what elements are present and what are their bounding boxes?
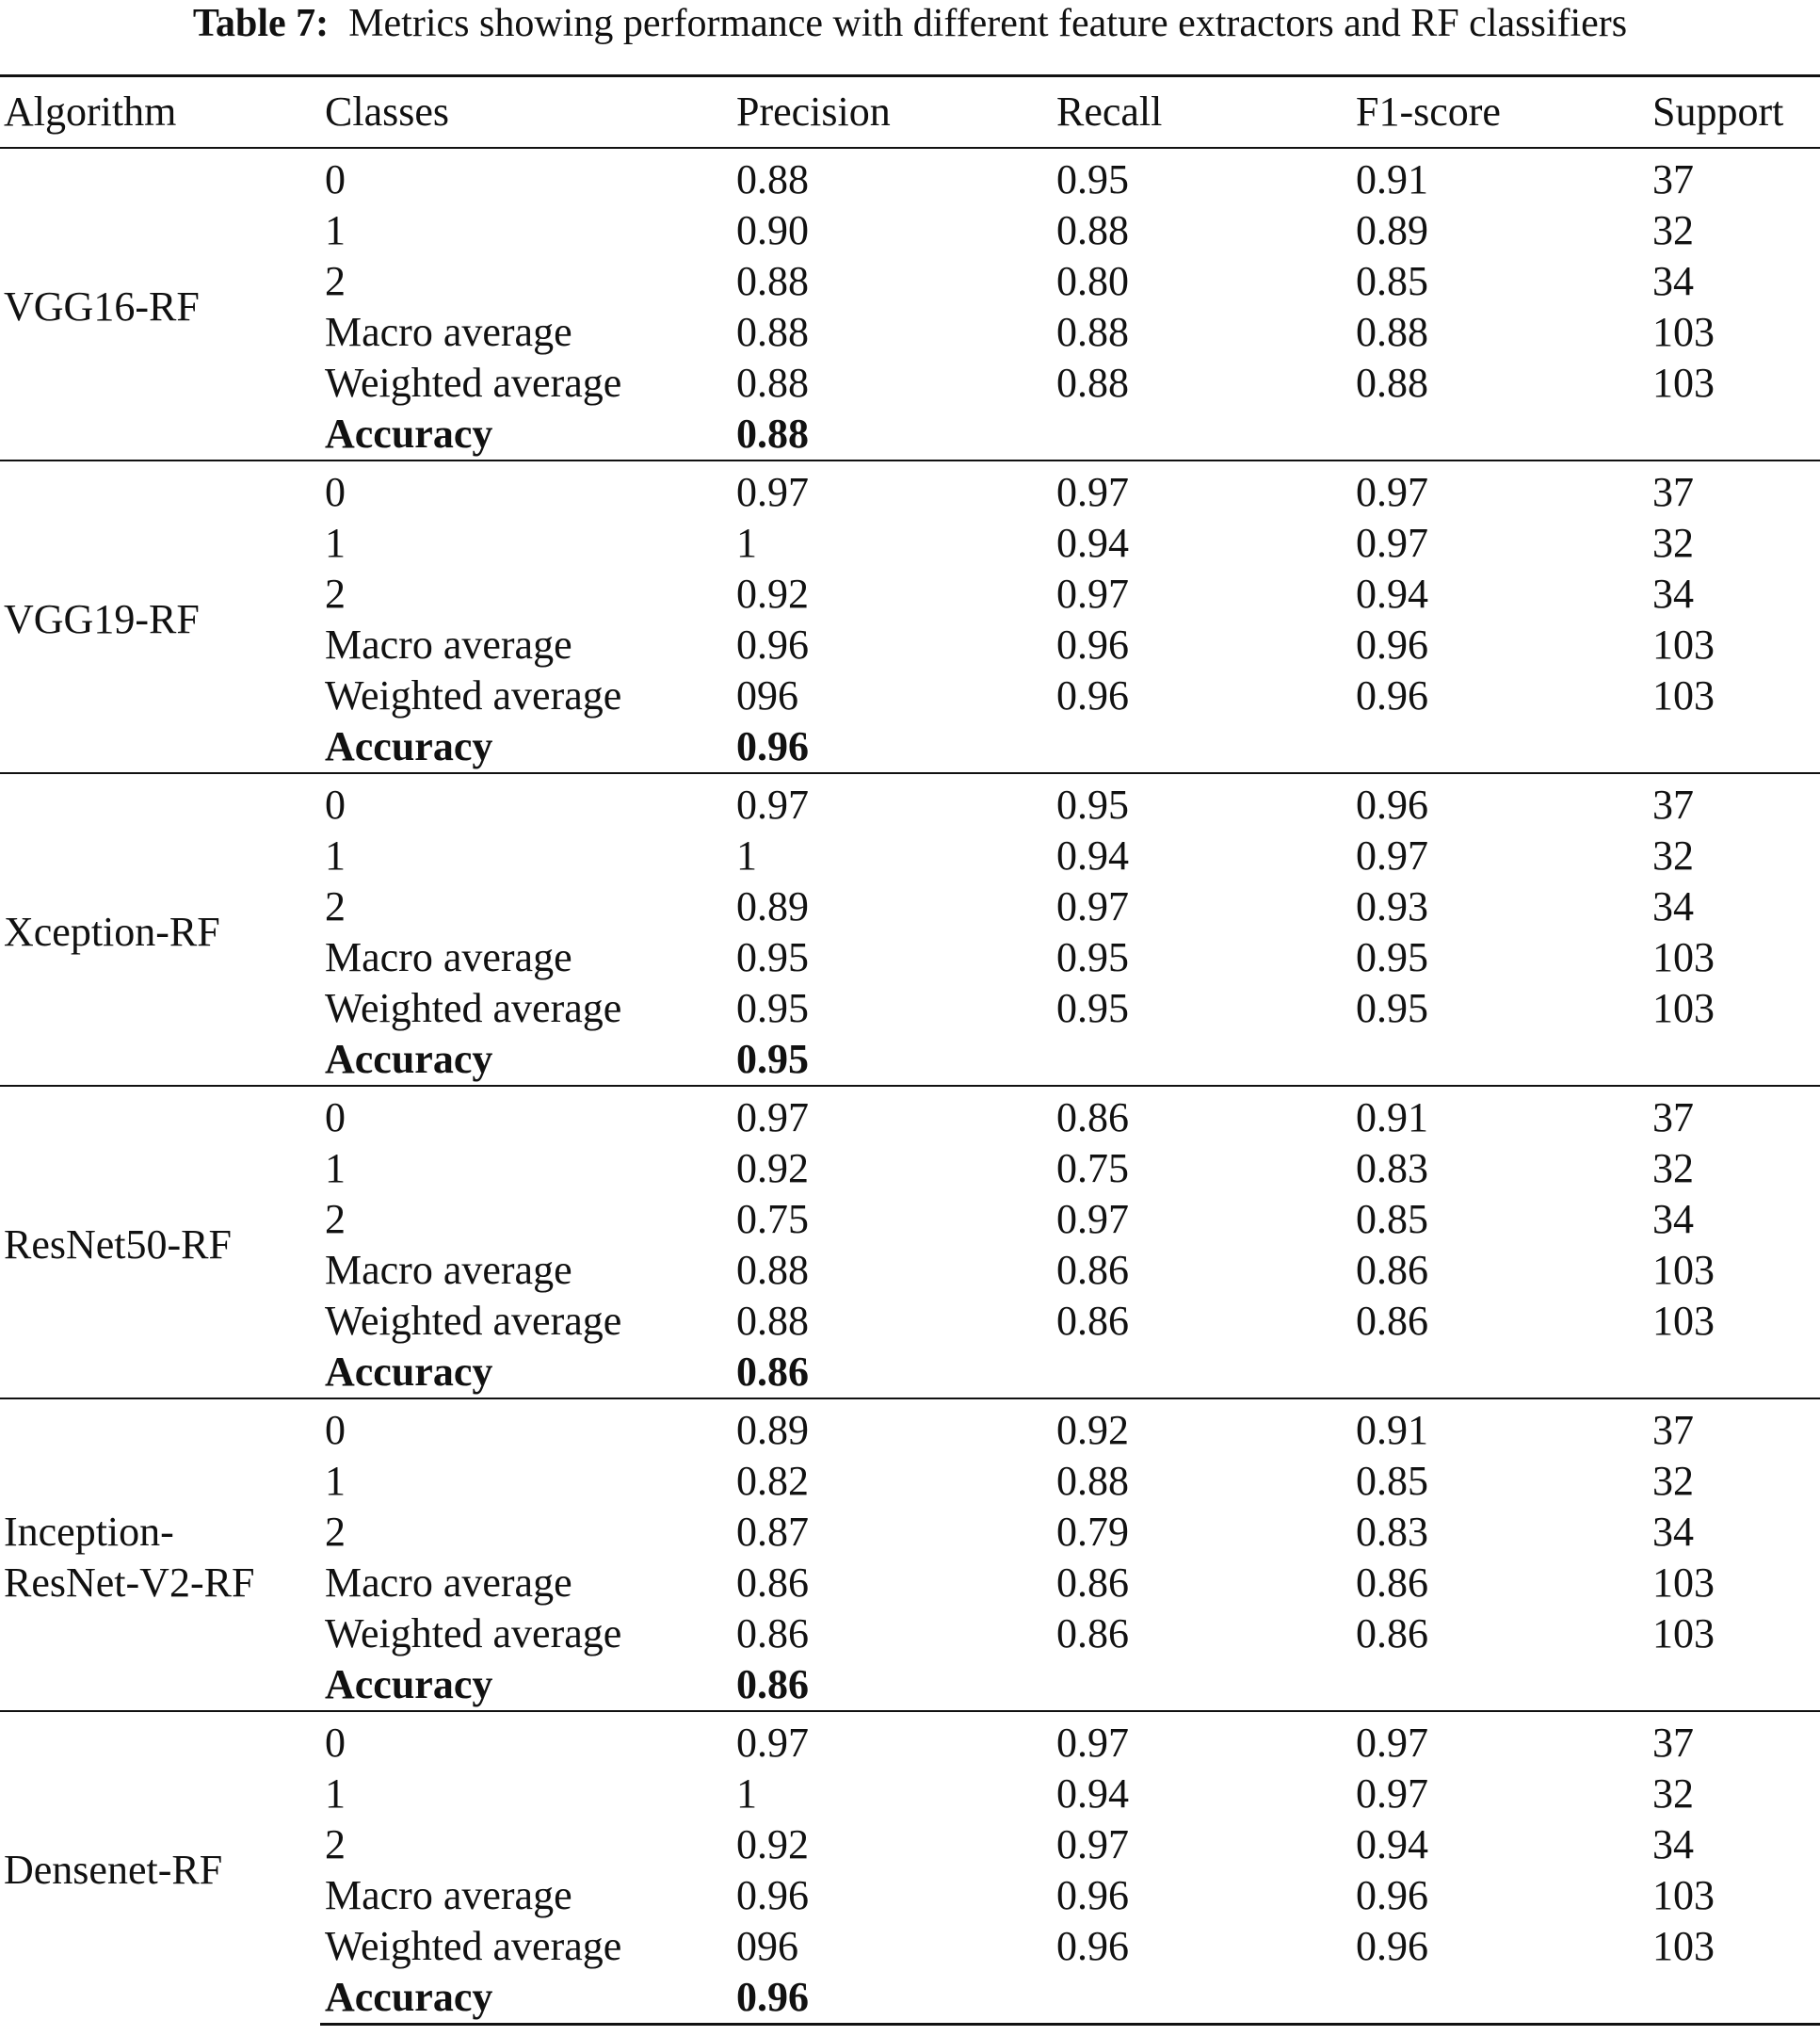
class-label: Weighted average (325, 1922, 622, 1969)
precision-value: 0.88 (736, 359, 809, 406)
class-label: Macro average (325, 1559, 572, 1606)
recall-value: 0.97 (1056, 1820, 1129, 1867)
empty-cell (1052, 409, 1351, 461)
recall-value: 0.96 (1056, 671, 1129, 719)
empty-cell (1351, 1972, 1648, 2025)
recall-value: 0.95 (1056, 933, 1129, 980)
empty-cell (1351, 1034, 1648, 1086)
class-label: 0 (320, 1398, 732, 1456)
f1-score-value: 0.96 (1356, 621, 1428, 668)
recall-value: 0.86 (1056, 1297, 1129, 1344)
recall-value: 0.86 (1056, 1559, 1129, 1606)
table-caption (0, 0, 1820, 47)
precision-value: 0.97 (732, 1711, 1052, 1769)
precision-value: 0.96 (736, 1871, 809, 1918)
precision-value: 0.92 (736, 1144, 809, 1191)
class-label: Weighted average (325, 1297, 622, 1344)
support-value: 37 (1648, 1086, 1820, 1143)
accuracy-value: 0.96 (732, 1972, 1052, 2025)
precision-value: 096 (736, 671, 798, 719)
f1-score-value: 0.88 (1356, 359, 1428, 406)
support-value: 37 (1652, 155, 1694, 202)
precision-value: 0.75 (736, 1195, 809, 1242)
recall-value: 0.95 (1056, 155, 1129, 202)
class-label: 2 (325, 257, 346, 304)
f1-score-value: 0.96 (1356, 1922, 1428, 1969)
support-value: 32 (1652, 1769, 1694, 1817)
table-row (0, 1398, 1820, 1456)
support-value: 103 (1652, 1922, 1715, 1969)
accuracy-value: 0.86 (736, 1660, 809, 1707)
empty-cell (1052, 1347, 1351, 1398)
recall-value: 0.97 (1052, 461, 1351, 518)
class-label: Weighted average (325, 671, 622, 719)
table-row (0, 1086, 1820, 1143)
f1-score-value: 0.97 (1351, 1711, 1648, 1769)
recall-value: 0.96 (1056, 1871, 1129, 1918)
recall-value: 0.86 (1052, 1086, 1351, 1143)
algorithm-group (0, 1398, 1820, 1711)
f1-score-value: 0.91 (1356, 155, 1428, 202)
support-value: 103 (1652, 308, 1715, 355)
recall-value: 0.75 (1056, 1144, 1129, 1191)
precision-value: 0.88 (736, 257, 809, 304)
recall-value: 0.95 (1052, 773, 1351, 831)
precision-value: 0.97 (732, 773, 1052, 831)
recall-value: 0.80 (1056, 257, 1129, 304)
f1-score-value: 0.91 (1351, 1086, 1648, 1143)
recall-value: 0.79 (1056, 1508, 1129, 1555)
precision-value: 0.95 (736, 933, 809, 980)
f1-score-value: 0.95 (1356, 933, 1428, 980)
empty-cell (1351, 409, 1648, 461)
empty-cell (1648, 1347, 1820, 1398)
support-value: 32 (1652, 519, 1694, 566)
f1-score-value: 0.85 (1356, 1195, 1428, 1242)
algorithm-name: VGG16-RF (4, 283, 200, 330)
algorithm-name: VGG19-RF (0, 461, 320, 773)
accuracy-label: Accuracy (325, 1660, 493, 1707)
support-value: 37 (1648, 1711, 1820, 1769)
support-value: 103 (1652, 1609, 1715, 1656)
support-value: 32 (1652, 206, 1694, 253)
f1-score-value: 0.85 (1356, 257, 1428, 304)
precision-value: 0.88 (736, 1297, 809, 1344)
precision-value: 1 (736, 832, 757, 879)
f1-score-value: 0.97 (1356, 832, 1428, 879)
class-label: 1 (325, 206, 346, 253)
header-row (0, 76, 1820, 148)
empty-cell (1351, 1347, 1648, 1398)
support-value: 37 (1648, 461, 1820, 518)
empty-cell (1648, 721, 1820, 773)
recall-value: 0.94 (1056, 1769, 1129, 1817)
empty-cell (1351, 721, 1648, 773)
accuracy-value: 0.86 (736, 1348, 809, 1395)
accuracy-label: Accuracy (325, 410, 493, 457)
class-label: Weighted average (325, 1609, 622, 1656)
empty-cell (1052, 1972, 1351, 2025)
f1-score-value: 0.83 (1356, 1144, 1428, 1191)
precision-value: 0.95 (736, 984, 809, 1031)
f1-score-value: 0.96 (1351, 773, 1648, 831)
algorithm-name (0, 1398, 320, 1711)
support-value: 32 (1652, 1144, 1694, 1191)
recall-value: 0.96 (1056, 1922, 1129, 1969)
support-value: 103 (1652, 621, 1715, 668)
header-precision: Precision (732, 76, 1052, 148)
class-label: Macro average (325, 308, 572, 355)
class-label: 2 (325, 570, 346, 617)
algorithm-group (0, 1086, 1820, 1398)
recall-value: 0.88 (1056, 1457, 1129, 1504)
empty-cell (1648, 409, 1820, 461)
class-label: 2 (325, 882, 346, 929)
precision-value: 0.88 (736, 1246, 809, 1293)
f1-score-value: 0.96 (1356, 1871, 1428, 1918)
f1-score-value: 0.86 (1356, 1609, 1428, 1656)
empty-cell (1052, 1659, 1351, 1711)
f1-score-value: 0.93 (1356, 882, 1428, 929)
table-row (0, 461, 1820, 518)
f1-score-value: 0.97 (1351, 461, 1648, 518)
precision-value: 1 (736, 519, 757, 566)
precision-value: 0.86 (736, 1609, 809, 1656)
accuracy-label: Accuracy (320, 1972, 732, 2025)
support-value: 34 (1652, 1508, 1694, 1555)
class-label: 1 (325, 1144, 346, 1191)
class-label: 2 (325, 1820, 346, 1867)
precision-value: 0.86 (736, 1559, 809, 1606)
class-label: Macro average (325, 1871, 572, 1918)
accuracy-label: Accuracy (325, 1348, 493, 1395)
precision-value: 0.88 (736, 308, 809, 355)
class-label: Macro average (325, 621, 572, 668)
algorithm-name-line: ResNet-V2-RF (4, 1559, 255, 1606)
recall-value: 0.88 (1056, 308, 1129, 355)
algorithm-group (0, 1711, 1820, 2025)
recall-value: 0.95 (1056, 984, 1129, 1031)
precision-value: 0.90 (736, 206, 809, 253)
metrics-table (0, 74, 1820, 2026)
recall-value: 0.86 (1056, 1609, 1129, 1656)
class-label: Macro average (325, 1246, 572, 1293)
recall-value: 0.97 (1052, 1711, 1351, 1769)
class-label: 0 (325, 155, 346, 202)
class-label: 0 (320, 773, 732, 831)
support-value: 103 (1652, 1246, 1715, 1293)
f1-score-value: 0.96 (1356, 671, 1428, 719)
table-caption-text: Metrics showing performance with different feature extractors and RF classifiers (348, 2, 1628, 45)
algorithm-name: Densenet-RF (0, 1711, 320, 2025)
class-label: 0 (320, 461, 732, 518)
precision-value: 0.89 (736, 882, 809, 929)
algorithm-group (0, 773, 1820, 1086)
class-label: 2 (325, 1195, 346, 1242)
precision-value: 0.89 (732, 1398, 1052, 1456)
table-row (0, 1711, 1820, 1769)
empty-cell (1648, 1972, 1820, 2025)
class-label: 1 (325, 1457, 346, 1504)
empty-cell (1052, 721, 1351, 773)
support-value: 103 (1652, 1559, 1715, 1606)
f1-score-value: 0.83 (1356, 1508, 1428, 1555)
support-value: 34 (1652, 570, 1694, 617)
f1-score-value: 0.86 (1356, 1246, 1428, 1293)
recall-value: 0.97 (1056, 882, 1129, 929)
support-value: 34 (1652, 882, 1694, 929)
algorithm-group (0, 461, 1820, 773)
class-label: 1 (325, 1769, 346, 1817)
header-algorithm: Algorithm (0, 76, 320, 148)
support-value: 103 (1652, 1297, 1715, 1344)
class-label: 1 (325, 519, 346, 566)
class-label: Weighted average (325, 984, 622, 1031)
f1-score-value: 0.86 (1356, 1297, 1428, 1344)
support-value: 103 (1652, 1871, 1715, 1918)
class-label: 2 (325, 1508, 346, 1555)
recall-value: 0.94 (1056, 519, 1129, 566)
empty-cell (1648, 1034, 1820, 1086)
header-classes: Classes (320, 76, 732, 148)
precision-value: 0.92 (736, 1820, 809, 1867)
header-recall: Recall (1052, 76, 1351, 148)
precision-value: 0.87 (736, 1508, 809, 1555)
f1-score-value: 0.88 (1356, 308, 1428, 355)
recall-value: 0.92 (1052, 1398, 1351, 1456)
accuracy-value: 0.95 (736, 1035, 809, 1082)
f1-score-value: 0.97 (1356, 1769, 1428, 1817)
precision-value: 1 (736, 1769, 757, 1817)
support-value: 37 (1648, 773, 1820, 831)
class-label: Weighted average (325, 359, 622, 406)
support-value: 103 (1652, 933, 1715, 980)
recall-value: 0.88 (1056, 206, 1129, 253)
class-label: 0 (320, 1711, 732, 1769)
precision-value: 096 (736, 1922, 798, 1969)
empty-cell (1351, 1659, 1648, 1711)
precision-value: 0.92 (736, 570, 809, 617)
support-value: 32 (1652, 832, 1694, 879)
f1-score-value: 0.89 (1356, 206, 1428, 253)
support-value: 34 (1652, 1195, 1694, 1242)
precision-value: 0.88 (736, 155, 809, 202)
f1-score-value: 0.86 (1356, 1559, 1428, 1606)
algorithm-group (0, 148, 1820, 461)
support-value: 103 (1652, 671, 1715, 719)
support-value: 103 (1652, 359, 1715, 406)
recall-value: 0.88 (1056, 359, 1129, 406)
accuracy-label: Accuracy (325, 722, 493, 769)
f1-score-value: 0.94 (1356, 570, 1428, 617)
class-label: Macro average (325, 933, 572, 980)
accuracy-label: Accuracy (325, 1035, 493, 1082)
recall-value: 0.94 (1056, 832, 1129, 879)
accuracy-value: 0.96 (736, 722, 809, 769)
table-caption-label: Table 7: (192, 2, 330, 45)
f1-score-value: 0.94 (1356, 1820, 1428, 1867)
precision-value: 0.97 (732, 1086, 1052, 1143)
algorithm-name: ResNet50-RF (0, 1086, 320, 1398)
f1-score-value: 0.95 (1356, 984, 1428, 1031)
table-row (0, 773, 1820, 831)
precision-value: 0.97 (732, 461, 1052, 518)
recall-value: 0.96 (1056, 621, 1129, 668)
header-f1-score: F1-score (1351, 76, 1648, 148)
f1-score-value: 0.97 (1356, 519, 1428, 566)
class-label: 1 (325, 832, 346, 879)
algorithm-name-line: Inception- (4, 1508, 174, 1555)
recall-value: 0.97 (1056, 1195, 1129, 1242)
recall-value: 0.86 (1056, 1246, 1129, 1293)
empty-cell (1648, 1659, 1820, 1711)
support-value: 32 (1652, 1457, 1694, 1504)
class-label: 0 (320, 1086, 732, 1143)
recall-value: 0.97 (1056, 570, 1129, 617)
algorithm-name: Xception-RF (0, 773, 320, 1086)
f1-score-value: 0.91 (1351, 1398, 1648, 1456)
support-value: 37 (1648, 1398, 1820, 1456)
f1-score-value: 0.85 (1356, 1457, 1428, 1504)
empty-cell (1052, 1034, 1351, 1086)
support-value: 103 (1652, 984, 1715, 1031)
support-value: 34 (1652, 1820, 1694, 1867)
precision-value: 0.96 (736, 621, 809, 668)
header-support: Support (1648, 76, 1820, 148)
precision-value: 0.82 (736, 1457, 809, 1504)
table-row (0, 148, 1820, 205)
support-value: 34 (1652, 257, 1694, 304)
accuracy-value: 0.88 (736, 410, 809, 457)
